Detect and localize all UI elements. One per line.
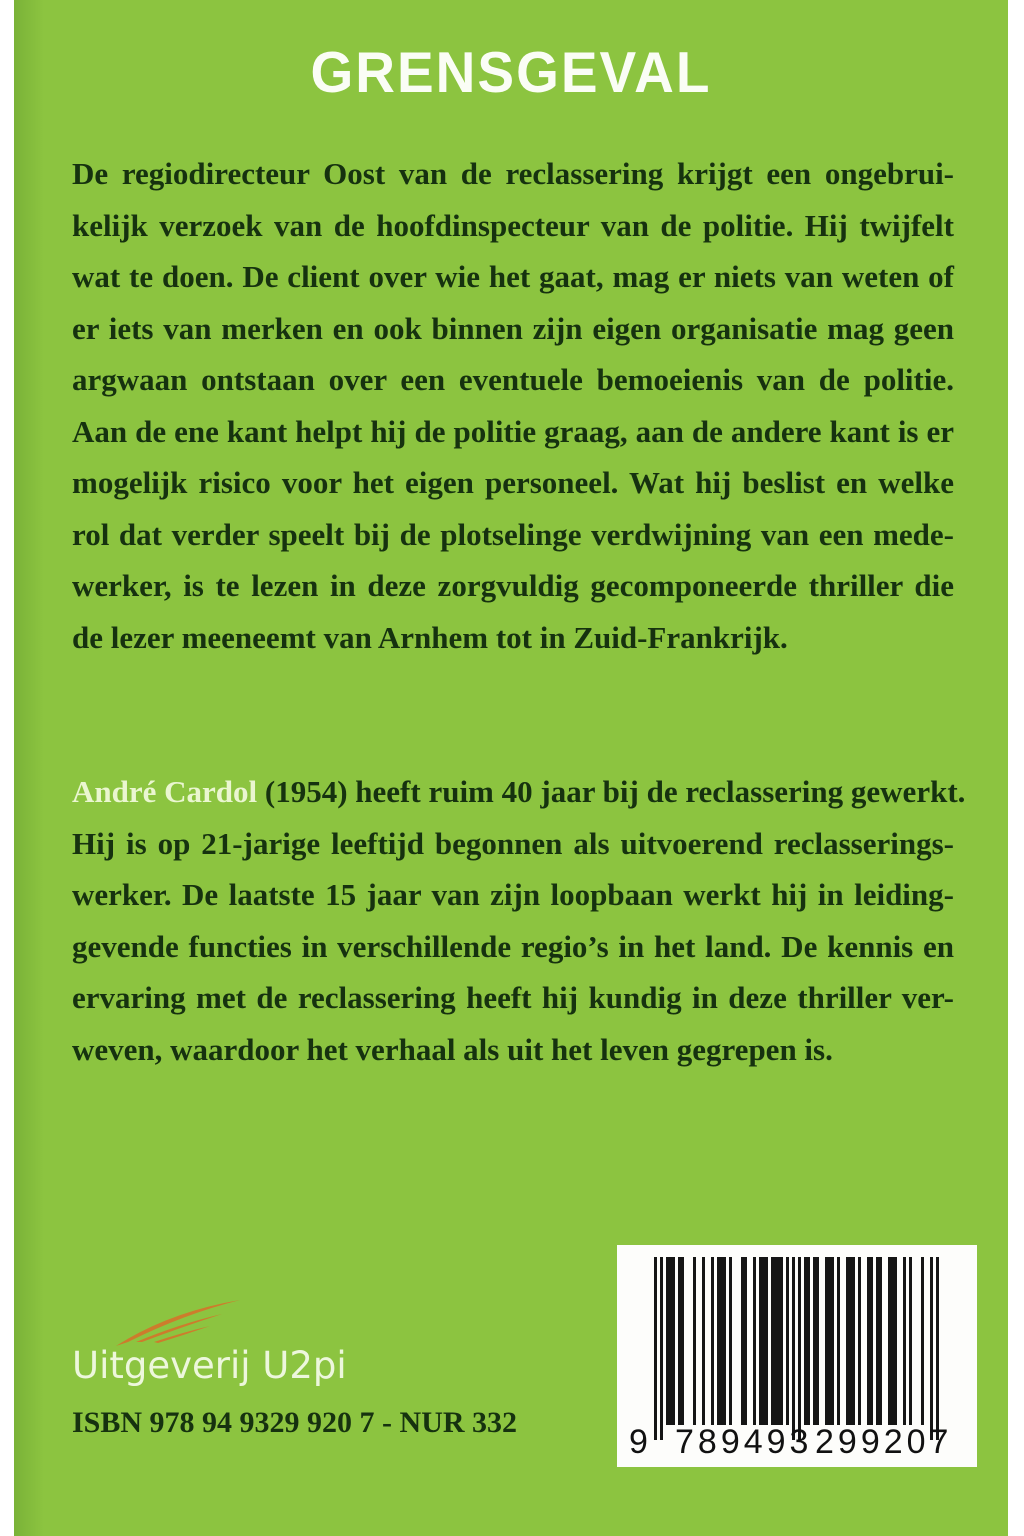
- barcode-bar: [921, 1257, 924, 1425]
- barcode-bar: [858, 1257, 861, 1425]
- barcode-bar: [654, 1257, 657, 1440]
- book-back-cover: [14, 0, 1008, 1536]
- barcode-bar: [936, 1257, 939, 1440]
- barcode-bar: [681, 1257, 684, 1425]
- barcode-bar: [831, 1257, 834, 1425]
- barcode-bar: [852, 1257, 855, 1425]
- publisher-name: Uitgeverij U2pi: [72, 1344, 347, 1387]
- barcode-bar: [780, 1257, 783, 1425]
- barcode-bar: [894, 1257, 897, 1425]
- bio-line: ervaring met de reclassering heeft hij kundig in deze thriller ver-: [72, 980, 954, 1015]
- barcode-bar: [753, 1257, 756, 1425]
- barcode-bar: [837, 1257, 840, 1425]
- synopsis-line: Aan de ene kant helpt hij de politie graag, aan de andere kant is er: [72, 413, 954, 449]
- feather-swoosh-icon: [114, 1296, 244, 1348]
- barcode-bar: [723, 1257, 726, 1425]
- barcode-bar: [765, 1257, 768, 1425]
- bio-line: weven, waardoor het verhaal als uit het leven gegrepen is.: [72, 1031, 833, 1067]
- barcode-bar: [903, 1257, 906, 1425]
- author-bio-paragraph: [72, 766, 966, 1075]
- barcode-bar: [870, 1257, 873, 1425]
- author-name: André Cardol: [72, 774, 258, 809]
- barcode-bar: [909, 1257, 912, 1425]
- synopsis-line: er iets van merken en ook binnen zijn eigen organisatie mag geen: [72, 310, 954, 346]
- barcode-bar: [816, 1257, 819, 1425]
- barcode-bar: [672, 1257, 675, 1425]
- barcode-digit-first: 9: [629, 1423, 648, 1461]
- barcode-digits-group1: 789493: [675, 1423, 813, 1461]
- book-title: GRENSGEVAL: [310, 39, 712, 105]
- barcode-bar: [693, 1257, 696, 1425]
- barcode: [617, 1245, 977, 1467]
- bio-line: gevende functies in verschillende regio’s in het land. De kennis en: [72, 928, 954, 964]
- barcode-bar: [792, 1257, 795, 1440]
- barcode-bar: [807, 1257, 810, 1425]
- isbn-nur-line: ISBN 978 94 9329 920 7 - NUR 332: [72, 1406, 518, 1439]
- synopsis-line: kelijk verzoek van de hoofdinspecteur van de politie. Hij twijfelt: [72, 207, 954, 243]
- bio-line: Hij is op 21-jarige leeftijd begonnen als uitvoerend reclasserings-: [72, 825, 954, 861]
- barcode-digits-group2: 299207: [815, 1423, 953, 1461]
- synopsis-line: de lezer meeneemt van Arnhem tot in Zuid-Frankrijk.: [72, 619, 788, 655]
- synopsis-line: wat te doen. De client over wie het gaat, mag er niets van weten of: [72, 259, 954, 294]
- barcode-bar: [786, 1257, 789, 1425]
- barcode-bar: [930, 1257, 933, 1440]
- bio-line: [72, 766, 966, 818]
- synopsis-line: rol dat verder speelt bij de plotselinge verdwijning van een mede-: [72, 516, 954, 552]
- barcode-bar: [729, 1257, 732, 1425]
- bio-line1-rest: (1954) heeft ruim 40 jaar bij de reclassering gewerkt.: [257, 774, 966, 809]
- barcode-bar: [744, 1257, 747, 1425]
- synopsis-line: De regiodirecteur Oost van de reclassering krijgt een ongebrui-: [72, 156, 954, 191]
- publisher-logo: [72, 1292, 392, 1402]
- synopsis-paragraph: [72, 148, 954, 663]
- barcode-bar: [702, 1257, 705, 1425]
- barcode-bar: [711, 1257, 714, 1425]
- barcode-bar: [798, 1257, 801, 1440]
- synopsis-line: argwaan ontstaan over een eventuele bemoeienis van de politie.: [72, 362, 954, 397]
- synopsis-line: mogelijk risico voor het eigen personeel. Wat hij beslist en welke: [72, 465, 954, 500]
- bio-line: werker. De laatste 15 jaar van zijn loopbaan werkt hij in leiding-: [72, 877, 954, 912]
- barcode-bar: [660, 1257, 663, 1440]
- barcode-bar: [879, 1257, 882, 1425]
- synopsis-line: werker, is te lezen in deze zorgvuldig gecomponeerde thriller die: [72, 568, 954, 603]
